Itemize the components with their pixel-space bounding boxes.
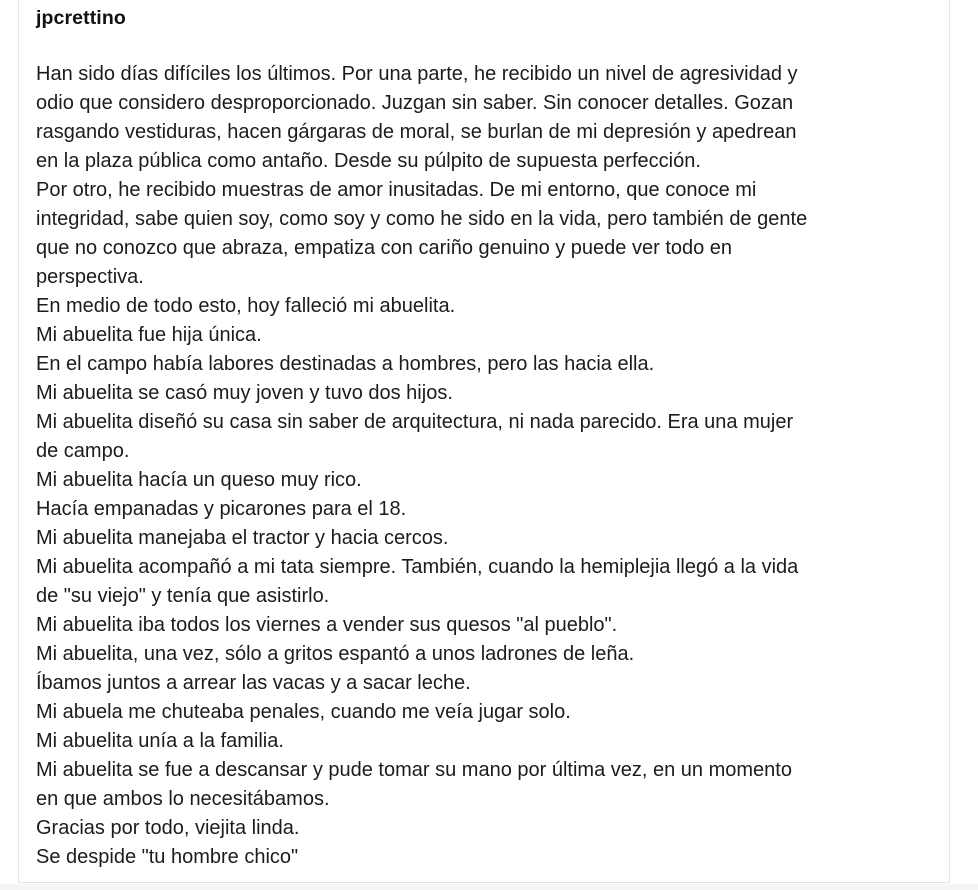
caption-line: En el campo había labores destinadas a hombres, pero las hacia ella. — [36, 353, 655, 375]
caption-line: Mi abuelita acompañó a mi tata siempre. También, cuando la hemiplejia llegó a la vida — [36, 556, 799, 578]
caption-line: Mi abuelita hacía un queso muy rico. — [36, 469, 362, 491]
caption-line: Gracias por todo, viejita linda. — [36, 817, 300, 839]
caption-line: integridad, sabe quien soy, como soy y como he sido en la vida, pero también de gente — [36, 208, 808, 230]
post-username[interactable]: jpcrettino — [36, 7, 126, 29]
caption-line: de "su viejo" y tenía que asistirlo. — [36, 585, 330, 607]
caption-line: odio que considero desproporcionado. Juzgan sin saber. Sin conocer detalles. Gozan — [36, 92, 794, 114]
caption-line: Han sido días difíciles los últimos. Por una parte, he recibido un nivel de agresividad y — [36, 63, 798, 85]
caption-line: de campo. — [36, 440, 130, 462]
caption-line: Mi abuelita manejaba el tractor y hacia cercos. — [36, 527, 449, 549]
post-caption — [36, 60, 941, 872]
caption-line: en la plaza pública como antaño. Desde su púlpito de supuesta perfección. — [36, 150, 701, 172]
caption-line: Mi abuelita diseñó su casa sin saber de arquitectura, ni nada parecido. Era una mujer — [36, 411, 794, 433]
caption-line: Mi abuela me chuteaba penales, cuando me veía jugar solo. — [36, 701, 571, 723]
caption-line: Mi abuelita se fue a descansar y pude tomar su mano por última vez, en un momento — [36, 759, 792, 781]
caption-line: Mi abuelita se casó muy joven y tuvo dos hijos. — [36, 382, 453, 404]
caption-line: Íbamos juntos a arrear las vacas y a sacar leche. — [36, 672, 471, 694]
caption-line: perspectiva. — [36, 266, 144, 288]
caption-line: rasgando vestiduras, hacen gárgaras de moral, se burlan de mi depresión y apedrean — [36, 121, 797, 143]
caption-line: Mi abuelita iba todos los viernes a vender sus quesos "al pueblo". — [36, 614, 618, 636]
post-footer-divider — [0, 884, 978, 890]
caption-line: Se despide "tu hombre chico" — [36, 846, 299, 868]
caption-line: Mi abuelita unía a la familia. — [36, 730, 284, 752]
caption-line: Mi abuelita fue hija única. — [36, 324, 262, 346]
caption-line: Por otro, he recibido muestras de amor inusitadas. De mi entorno, que conoce mi — [36, 179, 757, 201]
caption-line: que no conozco que abraza, empatiza con cariño genuino y puede ver todo en — [36, 237, 733, 259]
post-card — [18, 0, 950, 883]
caption-line: en que ambos lo necesitábamos. — [36, 788, 330, 810]
caption-line: Mi abuelita, una vez, sólo a gritos espantó a unos ladrones de leña. — [36, 643, 635, 665]
caption-line: Hacía empanadas y picarones para el 18. — [36, 498, 407, 520]
caption-line: En medio de todo esto, hoy falleció mi abuelita. — [36, 295, 456, 317]
